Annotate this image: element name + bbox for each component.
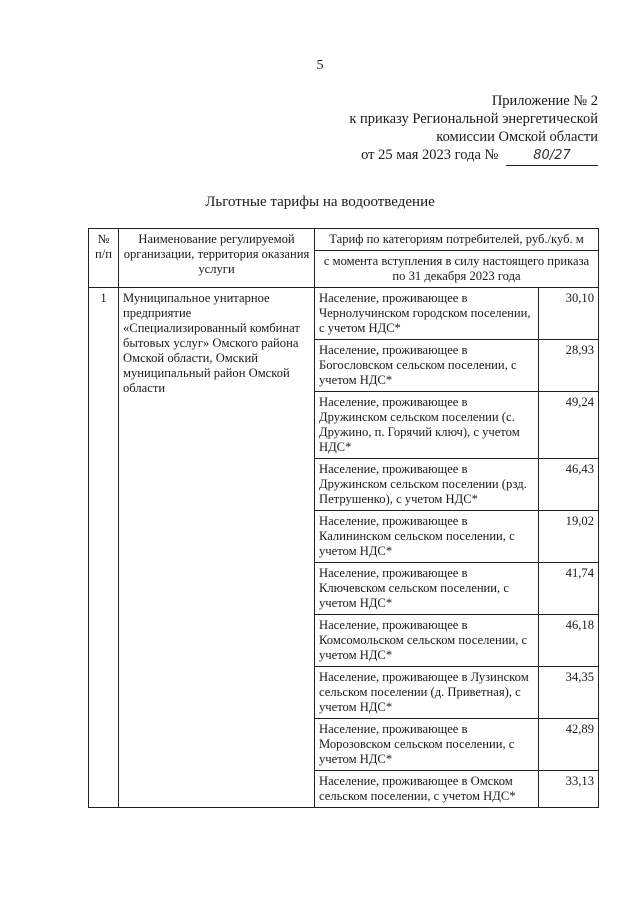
consumer-category: Население, проживающее в Чернолучинском городском поселении, с учетом НДС* [315,288,539,340]
tariff-value: 28,93 [539,340,599,392]
consumer-category: Население, проживающее в Морозовском сельском поселении, с учетом НДС* [315,719,539,771]
header-tariff: Тариф по категориям потребителей, руб./куб. м [315,229,599,251]
appendix-block [349,92,598,166]
document-title: Льготные тарифы на водоотведение [205,194,435,210]
tariff-value: 19,02 [539,511,599,563]
consumer-category: Население, проживающее в Калининском сельском поселении, с учетом НДС* [315,511,539,563]
table-row [89,288,599,340]
tariff-value: 42,89 [539,719,599,771]
appendix-date-line [349,146,598,166]
consumer-category: Население, проживающее в Богословском сельском поселении, с учетом НДС* [315,340,539,392]
header-organization: Наименование регулируемой организации, территория оказания услуги [119,229,315,288]
appendix-title: Приложение № 2 [491,93,598,109]
order-date: от 25 мая 2023 года № [361,147,499,163]
order-number: 80/27 [506,147,598,166]
table-body [89,288,599,808]
tariff-value: 33,13 [539,771,599,808]
tariff-value: 46,18 [539,615,599,667]
consumer-category: Население, проживающее в Лузинском сельском поселении (д. Приветная), с учетом НДС* [315,667,539,719]
tariff-value: 34,35 [539,667,599,719]
appendix-order-ref: к приказу Региональной энергетической [349,111,598,127]
consumer-category: Население, проживающее в Комсомольском сельском поселении, с учетом НДС* [315,615,539,667]
tariff-table [88,228,599,808]
appendix-commission: комиссии Омской области [436,129,598,145]
consumer-category: Население, проживающее в Ключевском сельском поселении, с учетом НДС* [315,563,539,615]
row-number: 1 [89,288,119,808]
tariff-value: 30,10 [539,288,599,340]
page-number: 5 [316,58,324,73]
consumer-category: Население, проживающее в Дружинском сельском поселении (с. Дружино, п. Горячий ключ), с учетом НДС* [315,392,539,459]
header-period: с момента вступления в силу настоящего приказа по 31 декабря 2023 года [315,251,599,288]
tariff-value: 46,43 [539,459,599,511]
tariff-value: 41,74 [539,563,599,615]
consumer-category: Население, проживающее в Дружинском сельском поселении (рзд. Петрушенко), с учетом НДС* [315,459,539,511]
organization-name: Муниципальное унитарное предприятие «Специализированный комбинат бытовых услуг» Омского района Омской области, Омский муниципальный район Омской области [119,288,315,808]
tariff-value: 49,24 [539,392,599,459]
header-number: № п/п [89,229,119,288]
consumer-category: Население, проживающее в Омском сельском поселении, с учетом НДС* [315,771,539,808]
